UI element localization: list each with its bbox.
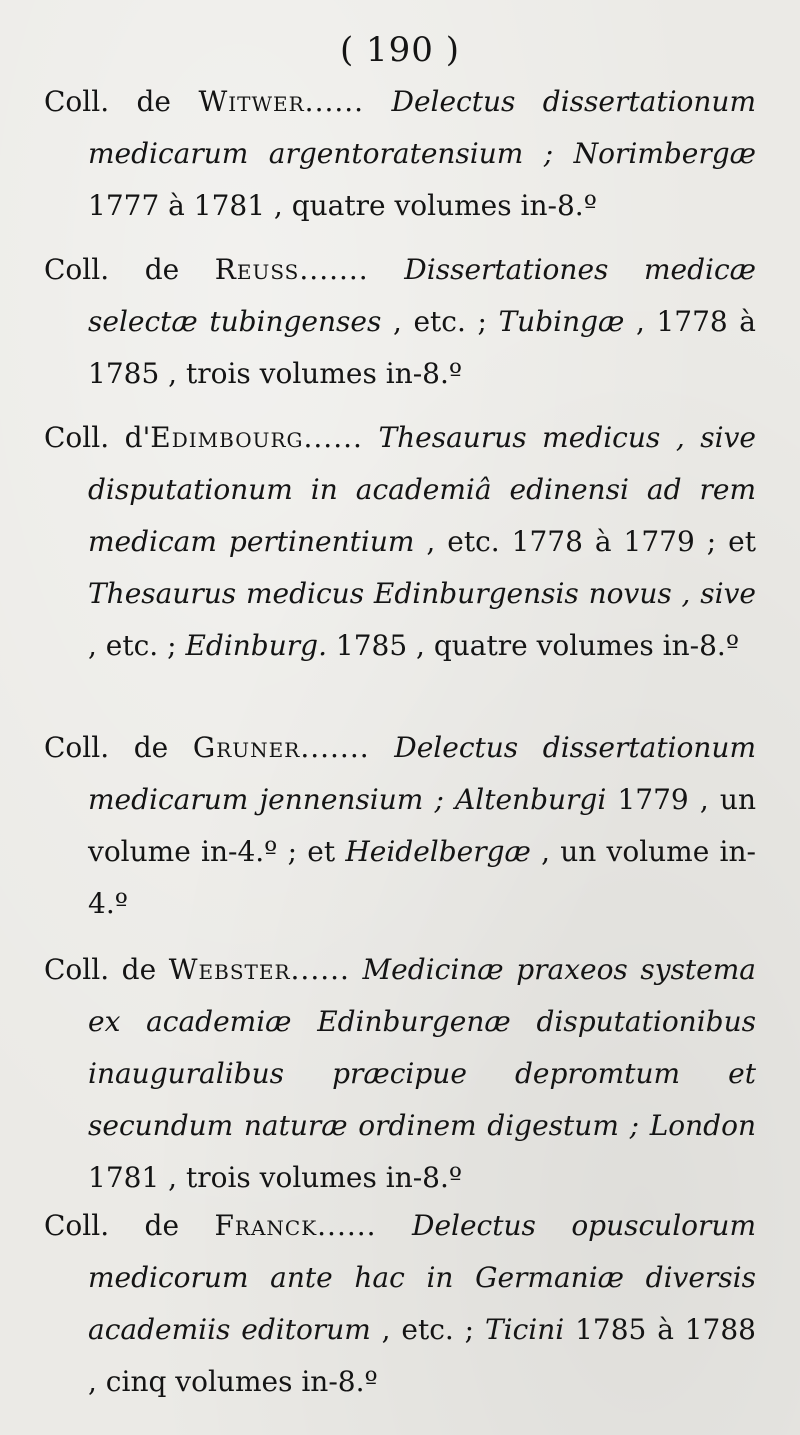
- bibliography-entry-gruner: [44, 722, 756, 930]
- entry-title: Delectus opusculorum medicorum ante hac in Germaniæ diversis academiis editorum: [88, 1209, 756, 1346]
- entry-details: , etc. 1778 à 1779 ; et: [414, 525, 756, 558]
- entry-lead: Coll. de: [44, 953, 169, 986]
- entry-details: 1779 , un volume in-4.º ; et: [88, 783, 756, 868]
- entry-dots: .......: [299, 253, 369, 286]
- entry-details: 1781 , trois volumes in-8.º: [88, 1161, 463, 1194]
- bibliography-entry-witwer: [44, 76, 756, 232]
- entry-place: Heidelbergæ: [345, 835, 531, 868]
- entry-lead: Coll. de: [44, 1209, 215, 1242]
- entry-volumes: 1785 , quatre volumes in-8.º: [326, 629, 739, 662]
- entry-place: Tubingæ: [498, 305, 625, 338]
- entry-details: 1777 à 1781 , quatre volumes in-8.º: [88, 189, 597, 222]
- bibliography-entry-edimbourg: [44, 412, 756, 672]
- entry-place: Ticini: [484, 1313, 565, 1346]
- entry-name: Webster: [168, 953, 291, 986]
- entry-lead: Coll. de: [44, 85, 199, 118]
- entry-title: Thesaurus medicus , sive disputationum in academiâ edinensi ad rem medicam pertinentium: [88, 421, 756, 558]
- entry-details: , etc. ;: [381, 305, 499, 338]
- entry-title: Dissertationes medicæ selectæ tubingenses: [88, 253, 756, 338]
- entry-lead: Coll. d': [44, 421, 151, 454]
- entry-lead: Coll. de: [44, 253, 215, 286]
- entry-name: Gruner: [192, 731, 301, 764]
- entry-name: Reuss: [214, 253, 300, 286]
- entry-dots: .......: [300, 731, 370, 764]
- entry-name: Witwer: [198, 85, 305, 118]
- entry-volumes: 1785 à 1788 , cinq volumes in-8.º: [88, 1313, 756, 1398]
- bibliography-entry-webster: [44, 944, 756, 1204]
- entry-place: Edinburg.: [185, 629, 327, 662]
- entry-title: Medicinæ praxeos systema ex academiæ Edinburgenæ disputationibus inauguralibus præcipue depromtum et secundum naturæ ordinem digestum ; London: [88, 953, 756, 1142]
- bibliography-entry-franck: [44, 1200, 756, 1408]
- entry-dots: ......: [304, 85, 365, 118]
- entry-second-title: Thesaurus medicus Edinburgensis novus , sive: [88, 577, 756, 610]
- entry-volumes: , 1778 à 1785 , trois volumes in-8.º: [88, 305, 756, 390]
- entry-name: Franck: [214, 1209, 318, 1242]
- bibliography-entry-reuss: [44, 244, 756, 400]
- entry-details: , etc. ;: [370, 1313, 485, 1346]
- entry-title: Delectus dissertationum medicarum jennensium ; Altenburgi: [88, 731, 756, 816]
- entry-dots: ......: [303, 421, 363, 454]
- entry-details-2: , etc. ;: [88, 629, 186, 662]
- entry-lead: Coll. de: [44, 731, 193, 764]
- entry-dots: ......: [317, 1209, 377, 1242]
- entry-title: Delectus dissertationum medicarum argentoratensium ; Norimbergæ: [88, 85, 756, 170]
- entry-name: Edimbourg: [150, 421, 304, 454]
- page-number: ( 190 ): [339, 30, 461, 70]
- entry-dots: ......: [290, 953, 350, 986]
- entry-volumes: , un volume in-4.º: [88, 835, 756, 920]
